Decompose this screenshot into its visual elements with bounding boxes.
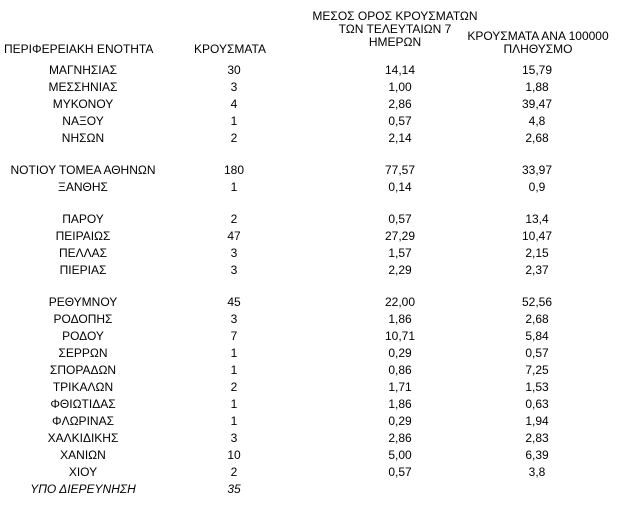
table-row: [0, 464, 620, 481]
table-row: [0, 179, 620, 196]
region-cell: ΦΛΩΡΙΝΑΣ: [52, 414, 114, 428]
per-100000-cell: 2,15: [525, 246, 549, 260]
avg-7-days-cell: 2,86: [388, 431, 412, 445]
per-100000-cell: 15,79: [521, 63, 553, 77]
region-cell: ΠΕΙΡΑΙΩΣ: [55, 229, 111, 243]
cases-cell: 1: [230, 114, 238, 128]
region-cell: ΣΕΡΡΩΝ: [58, 346, 108, 360]
avg-7-days-cell: 0,57: [388, 212, 412, 226]
cases-cell: 1: [230, 363, 238, 377]
avg-7-days-cell: 0,57: [388, 114, 412, 128]
per-100000-cell: 0,63: [525, 397, 549, 411]
region-cell: ΧΙΟΥ: [68, 465, 98, 479]
per-100000-cell: 2,68: [525, 131, 549, 145]
group-spacer: [0, 147, 620, 162]
table-row: [0, 447, 620, 464]
table-row: [0, 379, 620, 396]
region-cell: ΜΑΓΝΗΣΙΑΣ: [48, 63, 118, 77]
avg-7-days-cell: 77,57: [384, 163, 416, 177]
header-cases-per-100000: [458, 30, 618, 56]
region-cell: ΡΕΘΥΜΝΟΥ: [48, 295, 118, 309]
table-row: [0, 362, 620, 379]
under-investigation-cases: 35: [227, 482, 241, 496]
per-100000-cell: 4,8: [528, 114, 546, 128]
cases-cell: 2: [230, 380, 238, 394]
table-row: [0, 245, 620, 262]
cases-cell: 45: [227, 295, 241, 309]
under-investigation-label: ΥΠΟ ΔΙΕΡΕΥΝΗΣΗ: [30, 482, 136, 496]
header-avg-line2: ΤΩΝ ΤΕΛΕΥΤΑΙΩΝ 7: [338, 22, 452, 36]
avg-7-days-cell: 0,29: [388, 346, 412, 360]
region-cell: ΡΟΔΟΥ: [62, 329, 104, 343]
avg-7-days-cell: 14,14: [384, 63, 416, 77]
table-row: [0, 113, 620, 130]
per-100000-cell: 7,25: [525, 363, 549, 377]
header-avg-line1: ΜΕΣΟΣ ΟΡΟΣ ΚΡΟΥΣΜΑΤΩΝ: [312, 9, 478, 23]
region-cell: ΝΗΣΩΝ: [61, 131, 105, 145]
region-cell: ΜΥΚΟΝΟΥ: [52, 97, 114, 111]
header-cases: ΚΡΟΥΣΜΑΤΑ: [194, 42, 266, 56]
per-100000-cell: 0,9: [528, 180, 546, 194]
avg-7-days-cell: 0,57: [388, 465, 412, 479]
cases-cell: 10: [227, 448, 241, 462]
table-row: [0, 162, 620, 179]
table-row: [0, 430, 620, 447]
avg-7-days-cell: 22,00: [384, 295, 416, 309]
cases-cell: 2: [230, 465, 238, 479]
per-100000-cell: 52,56: [521, 295, 553, 309]
avg-7-days-cell: 1,00: [388, 80, 412, 94]
under-investigation-row: [0, 481, 620, 498]
cases-cell: 3: [230, 431, 238, 445]
cases-cell: 30: [227, 63, 241, 77]
avg-7-days-cell: 0,29: [388, 414, 412, 428]
cases-cell: 3: [230, 312, 238, 326]
avg-7-days-cell: 2,14: [388, 131, 412, 145]
cases-cell: 1: [230, 414, 238, 428]
region-cell: ΞΑΝΘΗΣ: [58, 180, 108, 194]
per-100000-cell: 5,84: [525, 329, 549, 343]
cases-cell: 3: [230, 263, 238, 277]
table-row: [0, 79, 620, 96]
region-cell: ΤΡΙΚΑΛΩΝ: [52, 380, 114, 394]
table-row: [0, 294, 620, 311]
cases-cell: 3: [230, 246, 238, 260]
per-100000-cell: 2,83: [525, 431, 549, 445]
cases-cell: 1: [230, 180, 238, 194]
table-row: [0, 413, 620, 430]
per-100000-cell: 10,47: [521, 229, 553, 243]
per-100000-cell: 1,53: [525, 380, 549, 394]
cases-cell: 2: [230, 212, 238, 226]
group-spacer: [0, 196, 620, 211]
avg-7-days-cell: 1,71: [388, 380, 412, 394]
avg-7-days-cell: 1,57: [388, 246, 412, 260]
per-100000-cell: 2,68: [525, 312, 549, 326]
per-100000-cell: 0,57: [525, 346, 549, 360]
cases-cell: 1: [230, 397, 238, 411]
per-100000-cell: 1,94: [525, 414, 549, 428]
per-100000-cell: 2,37: [525, 263, 549, 277]
header-avg-line3: ΗΜΕΡΩΝ: [368, 35, 422, 49]
per-100000-cell: 6,39: [525, 448, 549, 462]
header-per100k-line1: ΚΡΟΥΣΜΑΤΑ ΑΝΑ 100000: [467, 29, 609, 43]
avg-7-days-cell: 27,29: [384, 229, 416, 243]
avg-7-days-cell: 0,86: [388, 363, 412, 377]
cases-cell: 4: [230, 97, 238, 111]
avg-7-days-cell: 2,29: [388, 263, 412, 277]
per-100000-cell: 33,97: [521, 163, 553, 177]
table-row: [0, 262, 620, 279]
table-row: [0, 345, 620, 362]
avg-7-days-cell: 10,71: [384, 329, 416, 343]
avg-7-days-cell: 1,86: [388, 397, 412, 411]
avg-7-days-cell: 5,00: [388, 448, 412, 462]
region-cell: ΡΟΔΟΠΗΣ: [53, 312, 113, 326]
region-cell: ΣΠΟΡΑΔΩΝ: [49, 363, 117, 377]
table-row: [0, 311, 620, 328]
per-100000-cell: 39,47: [521, 97, 553, 111]
avg-7-days-cell: 2,86: [388, 97, 412, 111]
avg-7-days-cell: 1,86: [388, 312, 412, 326]
cases-cell: 3: [230, 80, 238, 94]
cases-cell: 7: [230, 329, 238, 343]
region-cell: ΝΑΞΟΥ: [62, 114, 104, 128]
region-cell: ΦΘΙΩΤΙΔΑΣ: [50, 397, 116, 411]
table-row: [0, 62, 620, 79]
per-100000-cell: 3,8: [528, 465, 546, 479]
region-cell: ΜΕΣΣΗΝΙΑΣ: [48, 80, 118, 94]
group-spacer: [0, 279, 620, 294]
region-cell: ΧΑΛΚΙΔΙΚΗΣ: [47, 431, 119, 445]
cases-cell: 1: [230, 346, 238, 360]
cases-cell: 180: [223, 163, 245, 177]
table-row: [0, 130, 620, 147]
per-100000-cell: 13,4: [525, 212, 549, 226]
table-row: [0, 396, 620, 413]
header-region: ΠΕΡΙΦΕΡΕΙΑΚΗ ΕΝΟΤΗΤΑ: [4, 42, 154, 56]
table-row: [0, 96, 620, 113]
cases-cell: 47: [227, 229, 241, 243]
cases-cell: 2: [230, 131, 238, 145]
avg-7-days-cell: 0,14: [388, 180, 412, 194]
region-cell: ΠΙΕΡΙΑΣ: [59, 263, 107, 277]
region-cell: ΠΕΛΛΑΣ: [58, 246, 108, 260]
table-row: [0, 211, 620, 228]
per-100000-cell: 1,88: [525, 80, 549, 94]
table-row: [0, 228, 620, 245]
region-cell: ΝΟΤΙΟΥ ΤΟΜΕΑ ΑΘΗΝΩΝ: [10, 163, 156, 177]
table-body: [0, 62, 620, 498]
region-cell: ΠΑΡΟΥ: [62, 212, 104, 226]
region-cell: ΧΑΝΙΩΝ: [60, 448, 106, 462]
table-row: [0, 328, 620, 345]
header-per100k-line2: ΠΛΗΘΥΣΜΟ: [503, 42, 573, 56]
